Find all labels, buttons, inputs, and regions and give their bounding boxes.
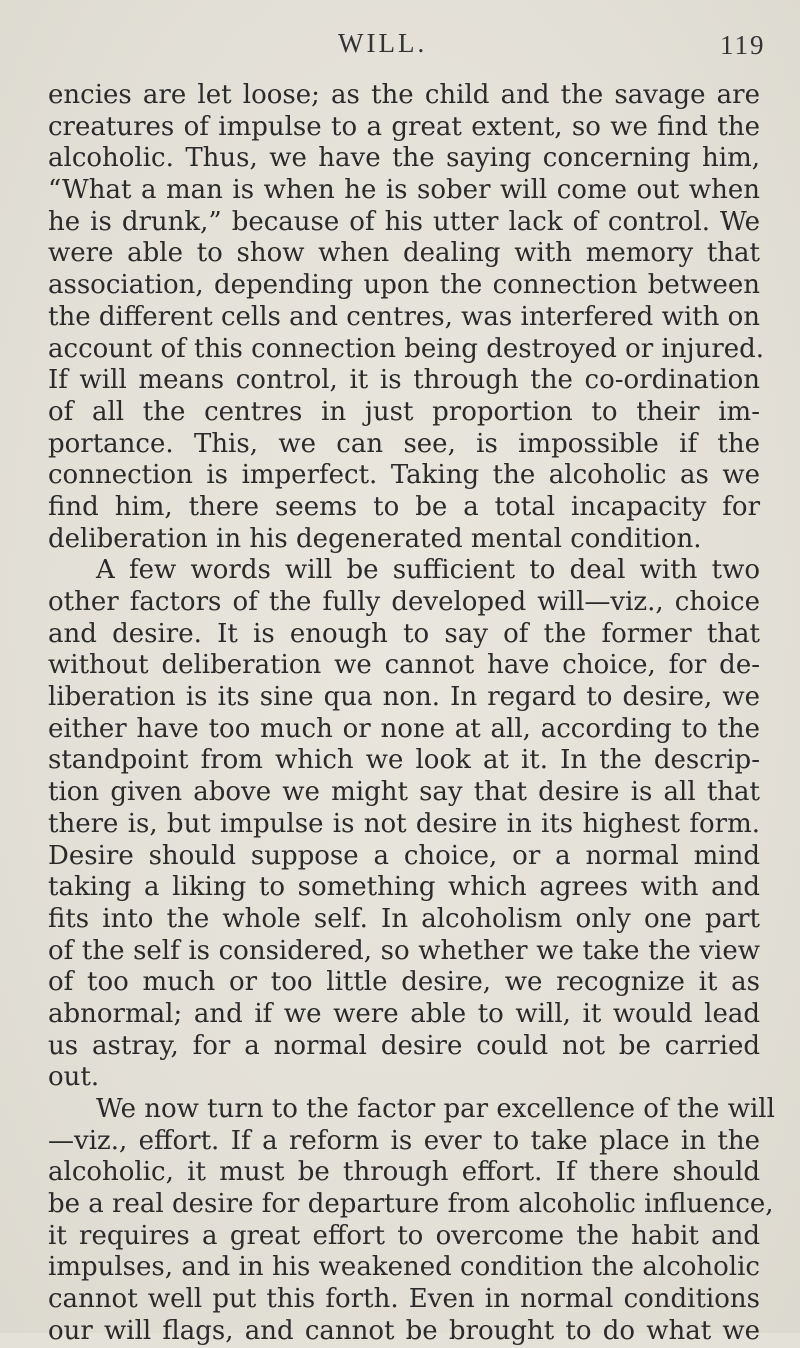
text-line: creatures of impulse to a great extent, so we find the <box>48 111 760 142</box>
text-line: out. <box>48 1062 100 1093</box>
text-line: We now turn to the factor par excellence of the will <box>96 1094 775 1124</box>
text-line: alcoholic, it must be through effort. If there should <box>48 1157 760 1188</box>
text-line: alcoholic. Thus, we have the saying concerning him, <box>48 143 760 174</box>
text-line: other factors of the fully developed will—viz., choice <box>48 587 760 617</box>
text-line: Desire should suppose a choice, or a normal mind <box>48 840 760 871</box>
text-line: be a real desire for departure from alcoholic influence, <box>48 1189 774 1220</box>
text-line: account of this connection being destroyed or injured. <box>48 333 765 364</box>
text-line: deliberation in his degenerated mental condition. <box>48 523 702 554</box>
text-line: taking a liking to something which agrees with and <box>48 872 760 903</box>
text-line: fits into the whole self. In alcoholism only one part <box>48 903 760 934</box>
text-line: there is, but impulse is not desire in its highest form. <box>48 808 760 839</box>
page-header <box>0 28 800 62</box>
body-text <box>48 80 775 1348</box>
text-line: it requires a great effort to overcome the habit and <box>48 1220 760 1251</box>
text-line: portance. This, we can see, is impossible if the <box>48 428 760 459</box>
text-line: “What a man is when he is sober will come out when <box>48 175 760 206</box>
text-line: find him, there seems to be a total incapacity for <box>48 491 760 522</box>
text-line: A few words will be sufficient to deal with two <box>96 555 760 586</box>
text-line: abnormal; and if we were able to will, it would lead <box>48 998 760 1029</box>
text-line: cannot well put this forth. Even in normal conditions <box>48 1284 760 1315</box>
page-number: 119 <box>720 30 766 60</box>
text-line: standpoint from which we look at it. In the descrip- <box>48 745 760 776</box>
text-line: encies are let loose; as the child and the savage are <box>48 80 760 110</box>
text-line: the different cells and centres, was interfered with on <box>48 301 760 332</box>
text-line: If will means control, it is through the co-ordination <box>48 365 760 396</box>
text-line: of too much or too little desire, we recognize it as <box>48 967 760 998</box>
text-line: tion given above we might say that desire is all that <box>48 777 760 808</box>
text-line: and desire. It is enough to say of the former that <box>48 618 760 649</box>
text-line: of the self is considered, so whether we take the view <box>48 935 760 966</box>
text-line: of all the centres in just proportion to their im- <box>48 396 760 427</box>
text-line: impulses, and in his weakened condition the alcoholic <box>48 1252 760 1283</box>
text-line: —viz., effort. If a reform is ever to take place in the <box>48 1125 760 1156</box>
text-line: were able to show when dealing with memory that <box>48 238 760 269</box>
text-line: liberation is its sine qua non. In regard to desire, we <box>48 682 760 713</box>
text-line: without deliberation we cannot have choice, for de- <box>48 650 760 681</box>
text-line: connection is imperfect. Taking the alcoholic as we <box>48 460 760 491</box>
running-head: WILL. <box>338 28 428 58</box>
text-line: he is drunk,” because of his utter lack of control. We <box>48 206 760 237</box>
text-line: association, depending upon the connection between <box>48 270 760 301</box>
text-line: us astray, for a normal desire could not be carried <box>48 1030 760 1061</box>
text-line: either have too much or none at all, according to the <box>48 713 760 744</box>
text-line: our will flags, and cannot be brought to do what we <box>48 1315 760 1346</box>
